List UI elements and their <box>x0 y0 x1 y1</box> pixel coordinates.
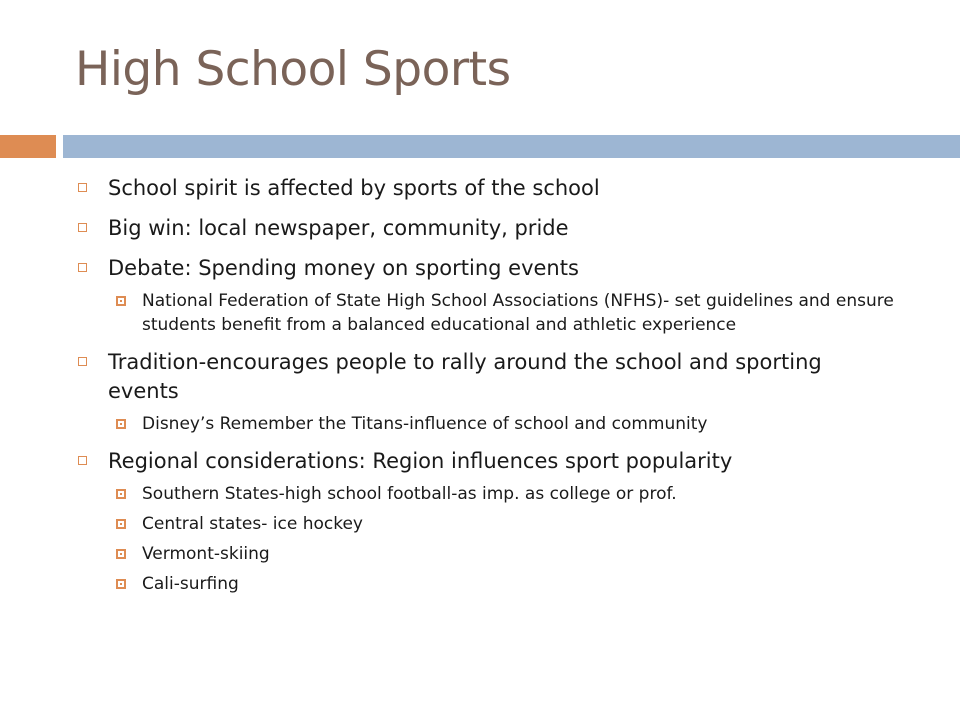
bullet-item <box>78 254 898 283</box>
accent-bar-orange <box>0 135 56 158</box>
sub-bullet-item <box>78 572 898 596</box>
filled-square-bullet-icon <box>116 519 126 529</box>
bullet-text: Debate: Spending money on sporting events <box>108 256 579 280</box>
sub-bullet-item <box>78 512 898 536</box>
sub-bullet-text: National Federation of State High School Associations (NFHS)- set guidelines and ensure students benefit from a balanced educational and athletic experience <box>142 291 894 335</box>
sub-bullet-text: Cali-surfing <box>142 574 239 594</box>
sub-bullet-text: Disney’s Remember the Titans-influence of school and community <box>142 414 708 434</box>
sub-bullet-text: Southern States-high school football-as imp. as college or prof. <box>142 484 677 504</box>
square-bullet-icon <box>78 456 87 465</box>
sub-bullet-item <box>78 542 898 566</box>
bullet-item <box>78 214 898 243</box>
filled-square-bullet-icon <box>116 549 126 559</box>
sub-bullet-item <box>78 412 898 436</box>
bullet-text: Tradition-encourages people to rally around the school and sporting events <box>108 350 822 403</box>
square-bullet-icon <box>78 357 87 366</box>
square-bullet-icon <box>78 223 87 232</box>
slide-title: High School Sports <box>75 42 511 97</box>
sub-bullet-item <box>78 482 898 506</box>
bullet-text: Regional considerations: Region influences sport popularity <box>108 449 733 473</box>
filled-square-bullet-icon <box>116 579 126 589</box>
sub-bullet-item <box>78 289 898 337</box>
sub-bullet-text: Vermont-skiing <box>142 544 270 564</box>
filled-square-bullet-icon <box>116 419 126 429</box>
bullet-item <box>78 447 898 476</box>
sub-bullet-text: Central states- ice hockey <box>142 514 363 534</box>
bullet-text: Big win: local newspaper, community, pride <box>108 216 569 240</box>
accent-bar-blue <box>63 135 960 158</box>
bullet-item <box>78 348 898 406</box>
bullet-text: School spirit is affected by sports of the school <box>108 176 600 200</box>
bullet-item <box>78 174 898 203</box>
bullet-list <box>78 174 898 607</box>
square-bullet-icon <box>78 263 87 272</box>
square-bullet-icon <box>78 183 87 192</box>
filled-square-bullet-icon <box>116 489 126 499</box>
filled-square-bullet-icon <box>116 296 126 306</box>
